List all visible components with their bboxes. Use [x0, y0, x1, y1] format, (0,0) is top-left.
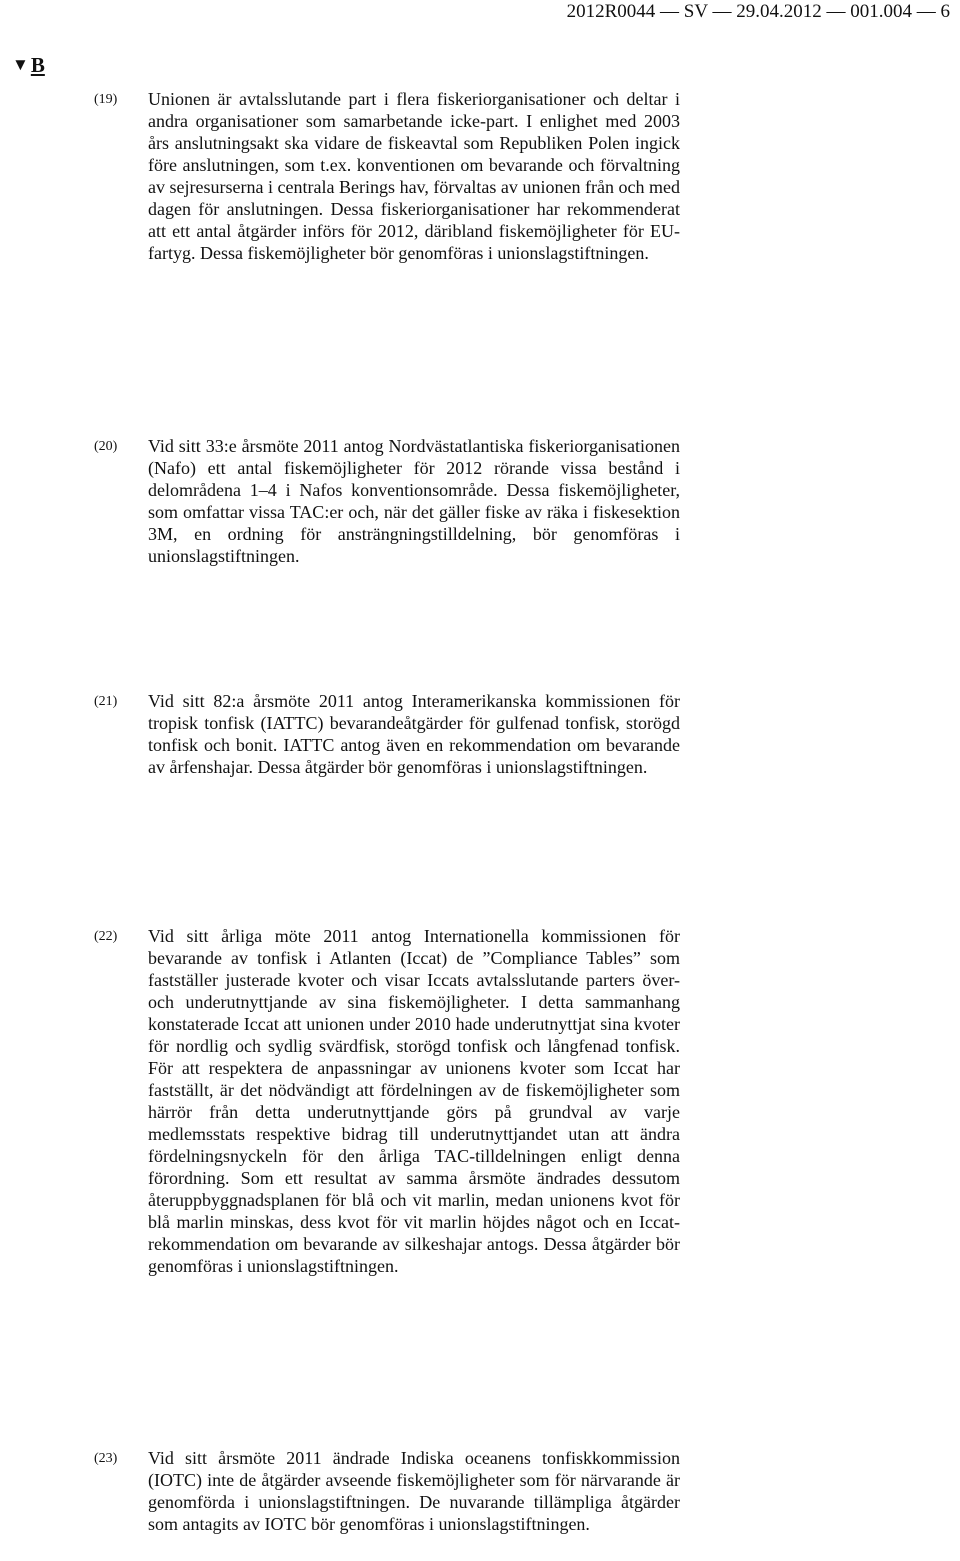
amendment-marker — [12, 52, 45, 78]
recital-text: Vid sitt årsmöte 2011 ändrade Indiska oceanens tonfiskkommission (IOTC) inte de åtgärder avseende fiskemöjligheter som för närvarande är genomförda i unionslagstiftningen. De nuvarande tillämpliga åtgärder som antagits av IOTC bör genomföras i unionslagstiftningen. — [148, 1448, 680, 1534]
recital-text: Unionen är avtalsslutande part i flera fiskeriorganisationer och deltar i andra organisationer som samarbetande icke-part. I enlighet med 2003 års anslutningsakt ska vidare de fiskeavtal som Republiken Polen ingick före anslutningen, som t.ex. konventionen om bevarande och förvaltning av sejresurserna i centrala Berings hav, förvaltas av unionen från och med dagen för anslutningen. Dessa fiskeriorganisationer har rekommenderat att ett antal åtgärder införs för 2012, däribland fiskemöjligheter för EU-fartyg. Dessa fiskemöjligheter bör genomföras i unionslagstiftningen. — [148, 89, 680, 263]
recital-number: (21) — [94, 694, 118, 709]
recital-number: (19) — [94, 92, 118, 107]
recital-number: (22) — [94, 929, 118, 944]
recital-number: (23) — [94, 1451, 118, 1466]
amendment-marker-letter: B — [30, 53, 45, 77]
triangle-down-icon: ▼ — [12, 55, 29, 74]
recital-number: (20) — [94, 439, 118, 454]
recital-text: Vid sitt 33:e årsmöte 2011 antog Nordvästatlantiska fiskeriorganisationen (Nafo) ett antal fiskemöjligheter för 2012 rörande vissa bestånd i delområdena 1–4 i Nafos konventionsområde. Dessa fiskemöjligheter, som omfattar vissa TAC:er och, när det gäller fiske av räka i fiskesektion 3M, en ordning för ansträngningstilldelning, bör genomföras i unionslagstiftningen. — [148, 436, 680, 566]
page-header: 2012R0044 — SV — 29.04.2012 — 001.004 — 6 — [566, 1, 950, 22]
recital-text: Vid sitt årliga möte 2011 antog Internationella kommissionen för bevarande av tonfisk i Atlanten (Iccat) de ”Compliance Tables” som fastställer justerade kvoter och visar Iccats avtalsslutande parters över- och underutnyttjande av sina fiskemöjligheter. I detta sammanhang konstaterade Iccat att unionen under 2010 hade underutnyttjat sina kvoter för nordlig och sydlig svärdfisk, storögd tonfisk och långfenad tonfisk. För att respektera de anpassningar av unionens kvoter som Iccat har fastställt, är det nödvändigt att fördelningen av de fiskemöjligheter som härrör från detta underutnyttjande görs på grundval av varje medlemsstats respektive bidrag till underutnyttjandet utan att ändra fördelningsnyckeln för den årliga TAC-tilldelningen enligt denna förordning. Som ett resultat av samma årsmöte ändrades dessutom återuppbyggnadsplanen för blå och vit marlin, medan unionens kvot för blå marlin minskas, dess kvot för vit marlin höjdes något och en Iccat-rekommendation om bevarande av silkeshajar antogs. Dessa åtgärder bör genomföras i unionslagstiftningen. — [148, 926, 680, 1276]
recital-text: Vid sitt 82:a årsmöte 2011 antog Interamerikanska kommissionen för tropisk tonfisk (IATTC) bevarandeåtgärder för gulfenad tonfisk, storögd tonfisk och bonit. IATTC antog även en rekommendation om bevarande av årfenshajar. Dessa åtgärder bör genomföras i unionslagstiftningen. — [148, 691, 680, 777]
